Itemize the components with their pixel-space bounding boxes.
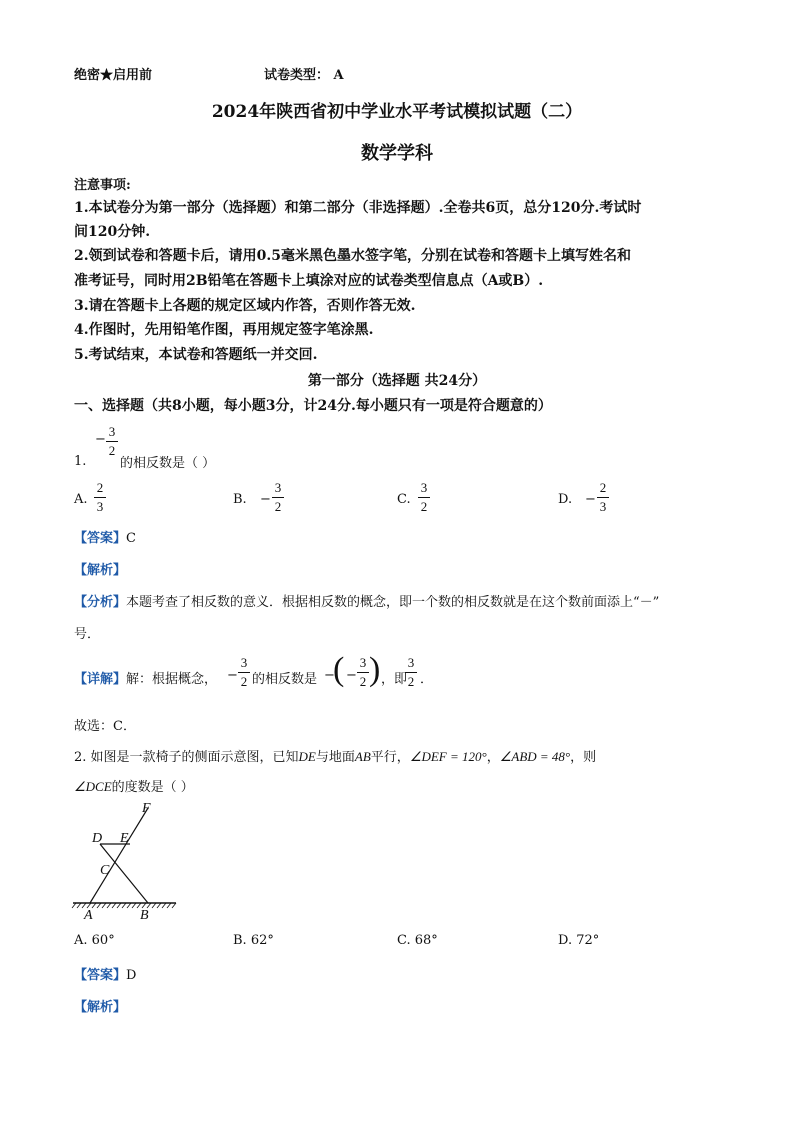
left-paren: ( — [333, 651, 345, 688]
q2-option-c: C. 68° — [397, 933, 438, 948]
notes-item: 3.请在答题卡上各题的规定区域内作答，否则作答无效. — [74, 298, 416, 314]
label-c: C — [100, 863, 110, 878]
q1-analysis-tag — [74, 559, 126, 578]
detail-mid: 的相反数是 — [252, 672, 318, 687]
analysis-tag: 【解析】 — [74, 1000, 127, 1015]
fenxi-tag: 【分析】 — [74, 595, 127, 610]
q2-text: ，则 — [570, 750, 597, 765]
fraction-bar — [106, 441, 118, 442]
q2-stem-line1 — [74, 746, 596, 765]
q2-answer-line — [74, 964, 136, 983]
secret-label: 绝密★启用前 — [74, 68, 153, 83]
notes-item: 间120分钟. — [74, 224, 151, 240]
angle-dce: ∠DCE — [74, 779, 112, 794]
label-e: E — [120, 831, 129, 846]
frac-num: 2 — [96, 480, 104, 495]
frac-den: 2 — [240, 674, 248, 689]
q1-option-b-minus: − — [260, 492, 271, 507]
fraction-bar — [405, 672, 417, 673]
q1-stem: 的相反数是（ ） — [120, 456, 216, 471]
segment-de: DE — [298, 749, 316, 764]
frac-num: 3 — [420, 480, 428, 495]
frac-num: 2 — [599, 480, 607, 495]
frac-den: 3 — [96, 499, 104, 514]
q1-option-d-label: D. — [558, 492, 573, 507]
fraction-bar — [94, 497, 106, 498]
notes-item: 4.作图时，先用铅笔作图，再用规定签字笔涂黑. — [74, 322, 374, 338]
frac-num: 3 — [407, 655, 415, 670]
q1-answer: C — [126, 531, 136, 546]
notes-item: 2.领到试卷和答题卡后，请用0.5毫米黑色墨水签字笔，分别在试卷和答题卡上填写姓名和 — [74, 248, 631, 264]
q1-option-a-label: A. — [74, 492, 88, 507]
right-paren: ) — [369, 651, 381, 688]
fraction-bar — [238, 672, 250, 673]
q1-option-d-minus: − — [585, 492, 596, 507]
frac-den: 2 — [359, 674, 367, 689]
q2-option-d: D. 72° — [558, 933, 600, 948]
answer-tag: 【答案】 — [74, 531, 127, 546]
detail-suffix: ，即 — [381, 672, 408, 687]
answer-tag: 【答案】 — [74, 968, 127, 983]
chair-diagram — [70, 798, 182, 922]
frac-den: 2 — [274, 499, 282, 514]
q1-option-a — [94, 481, 106, 514]
frac-den: 3 — [599, 499, 607, 514]
detail-minus: − — [227, 668, 238, 683]
frac-den: 2 — [407, 674, 415, 689]
detail-minus-3: − — [346, 668, 357, 683]
detail-fraction-2 — [357, 656, 369, 689]
label-b: B — [140, 908, 149, 922]
section-heading: 一、选择题（共8小题，每小题3分，计24分.每小题只有一项是符合题意的） — [74, 398, 552, 414]
q1-option-c — [418, 481, 430, 514]
segment-ab: AB — [354, 749, 371, 764]
notes-heading: 注意事项: — [74, 178, 131, 193]
q1-option-d — [597, 481, 609, 514]
detail-fraction-1 — [238, 656, 250, 689]
q1-option-b — [272, 481, 284, 514]
q1-fenxi-line2: 号． — [74, 627, 101, 642]
detail-end: ． — [420, 672, 434, 687]
q1-minus: − — [95, 432, 106, 447]
paper-type: 试卷类型： A — [264, 68, 344, 83]
q1-number: 1. — [74, 454, 87, 469]
notes-item: 准考证号，同时用2B铅笔在答题卡上填涂对应的试卷类型信息点（A或B）. — [74, 273, 544, 289]
q2-analysis-tag — [74, 996, 126, 1015]
q1-frac-num: 3 — [108, 424, 116, 439]
frac-num: 3 — [240, 655, 248, 670]
fraction-bar — [272, 497, 284, 498]
subject-title: 数学学科 — [361, 143, 433, 164]
q1-answer-line — [74, 527, 136, 546]
label-a: A — [84, 908, 93, 922]
angle-abd: ∠ABD = 48° — [499, 749, 571, 764]
q1-fenxi-line — [74, 591, 659, 610]
q1-frac-den: 2 — [108, 443, 116, 458]
part1-heading: 第一部分（选择题 共24分） — [307, 373, 487, 389]
fraction-bar — [597, 497, 609, 498]
q1-detail-start — [74, 668, 217, 687]
q2-text: 平行， — [370, 750, 410, 765]
q2-text: 的度数是（ ） — [111, 780, 194, 795]
frac-num: 3 — [359, 655, 367, 670]
q2-text: 与地面 — [315, 750, 355, 765]
q2-stem-line2 — [74, 776, 194, 795]
analysis-tag: 【解析】 — [74, 563, 127, 578]
detail-prefix: 解：根据概念， — [126, 672, 218, 687]
q2-text: ， — [486, 750, 500, 765]
notes-item: 5.考试结束，本试卷和答题纸一并交回. — [74, 347, 318, 363]
label-d: D — [92, 831, 103, 846]
frac-den: 2 — [420, 499, 428, 514]
fraction-bar — [357, 672, 369, 673]
q2-option-b: B. 62° — [233, 933, 274, 948]
fraction-bar — [418, 497, 430, 498]
q2-answer: D — [126, 968, 137, 983]
q1-conclusion: 故选：C． — [74, 719, 136, 734]
leg-af — [90, 808, 148, 903]
q1-option-c-label: C. — [397, 492, 411, 507]
q1-option-b-label: B. — [233, 492, 247, 507]
detail-fraction-3 — [405, 656, 417, 689]
frac-num: 3 — [274, 480, 282, 495]
fenxi-text: 本题考查了相反数的意义．根据相反数的概念，即一个数的相反数就是在这个数前面添上“－” — [126, 595, 660, 610]
detail-minus-2: − — [324, 668, 335, 683]
page-title: 2024年陕西省初中学业水平考试模拟试题（二） — [211, 102, 583, 122]
q2-text: 2. 如图是一款椅子的侧面示意图，已知 — [74, 750, 299, 765]
notes-item: 1.本试卷分为第一部分（选择题）和第二部分（非选择题）.全卷共6页，总分120分.考试时 — [74, 200, 642, 216]
angle-def: ∠DEF = 120° — [409, 749, 487, 764]
q2-option-a: A. 60° — [74, 933, 115, 948]
label-f: F — [142, 801, 151, 816]
detail-tag: 【详解】 — [74, 672, 127, 687]
q1-fraction — [106, 425, 118, 458]
